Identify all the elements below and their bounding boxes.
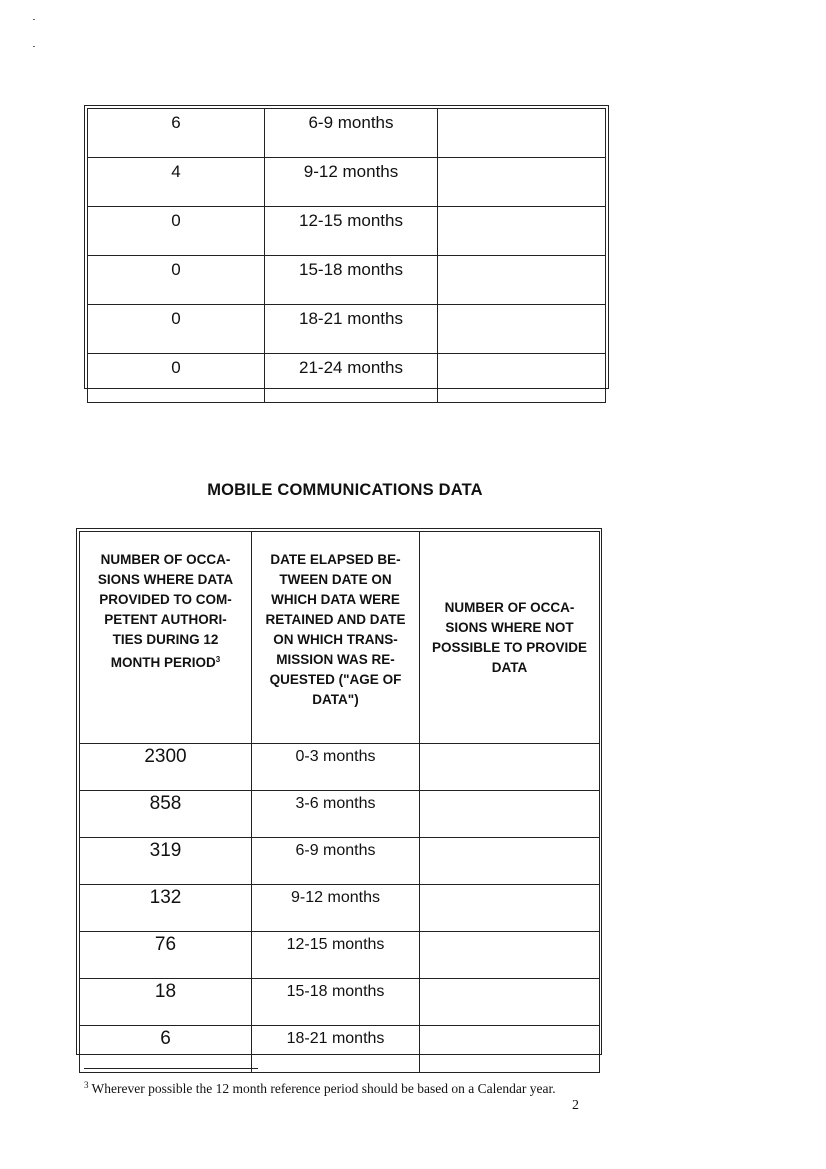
- table-row: [80, 979, 600, 1026]
- cell-age: 3-6 months: [252, 791, 420, 838]
- header-age-of-data-text: [266, 552, 406, 707]
- mobile-table-grid: [79, 531, 600, 1073]
- cell-age: 15-18 months: [265, 256, 438, 305]
- table-row: [88, 354, 606, 403]
- header-number-provided-text: [98, 552, 233, 670]
- table-continued-body: [88, 109, 606, 403]
- cell-not-possible: [438, 109, 606, 158]
- header-line: DATA: [491, 659, 528, 675]
- cell-not-possible: [420, 932, 600, 979]
- cell-not-possible: [420, 1026, 600, 1073]
- cell-number: 4: [88, 158, 265, 207]
- table-row: [88, 305, 606, 354]
- header-line: SIONS WHERE DATA: [97, 572, 234, 587]
- cell-not-possible: [420, 791, 600, 838]
- cell-not-possible: [420, 885, 600, 932]
- footnote: [84, 1080, 556, 1097]
- table-continued-grid: [87, 108, 606, 403]
- header-line: RETAINED AND DATE: [265, 612, 406, 627]
- cell-number: 132: [80, 885, 252, 932]
- table-row: [80, 744, 600, 791]
- cell-age: 12-15 months: [252, 932, 420, 979]
- cell-number: 18: [80, 979, 252, 1026]
- cell-number: 2300: [80, 744, 252, 791]
- cell-number: 0: [88, 354, 265, 403]
- footnote-text: Wherever possible the 12 month reference period should be based on a Calendar year.: [91, 1081, 556, 1096]
- mobile-table-body: [80, 744, 600, 1073]
- cell-age: 18-21 months: [252, 1026, 420, 1073]
- table-row: [88, 158, 606, 207]
- header-line: ON WHICH TRANS-: [273, 632, 398, 647]
- header-line: PETENT AUTHORI-: [104, 612, 227, 627]
- header-line: DATA"): [312, 692, 359, 707]
- section-heading: [0, 481, 690, 500]
- cell-number: 319: [80, 838, 252, 885]
- cell-not-possible: [438, 207, 606, 256]
- cell-age: 12-15 months: [265, 207, 438, 256]
- header-line: MISSION WAS RE-: [276, 652, 395, 667]
- cell-number: 0: [88, 256, 265, 305]
- header-line: DATE ELAPSED BE-: [270, 552, 401, 567]
- table-row: [80, 932, 600, 979]
- cell-age: 9-12 months: [265, 158, 438, 207]
- footnote-divider: [84, 1068, 258, 1069]
- header-line: SIONS WHERE NOT: [445, 619, 574, 635]
- table-row: [88, 256, 606, 305]
- cell-age: 6-9 months: [252, 838, 420, 885]
- header-line: NUMBER OF OCCA-: [444, 599, 575, 615]
- header-number-provided: [80, 532, 252, 744]
- cell-age: 18-21 months: [265, 305, 438, 354]
- cell-not-possible: [438, 256, 606, 305]
- cell-not-possible: [438, 354, 606, 403]
- cell-not-possible: [438, 305, 606, 354]
- footnote-ref-marker: 3: [215, 655, 221, 664]
- header-line: MONTH PERIOD: [110, 655, 216, 670]
- fixed-line-data-table-continued: [84, 105, 609, 389]
- cell-age: 6-9 months: [265, 109, 438, 158]
- table-row: [80, 791, 600, 838]
- table-row: [80, 1026, 600, 1073]
- cell-not-possible: [420, 838, 600, 885]
- header-age-of-data: [252, 532, 420, 744]
- cell-number: 76: [80, 932, 252, 979]
- cell-number: 0: [88, 305, 265, 354]
- header-not-possible: [420, 532, 600, 744]
- footnote-marker: 3: [84, 1080, 89, 1090]
- header-line: PROVIDED TO COM-: [99, 592, 232, 607]
- cell-not-possible: [420, 979, 600, 1026]
- page-number: 2: [572, 1098, 579, 1113]
- scan-speck: [33, 19, 35, 20]
- header-line: POSSIBLE TO PROVIDE: [431, 639, 588, 655]
- header-not-possible-text: [432, 600, 587, 675]
- scan-speck: [33, 46, 35, 47]
- header-line: WHICH DATA WERE: [271, 592, 400, 607]
- cell-age: 21-24 months: [265, 354, 438, 403]
- mobile-communications-table: [76, 528, 602, 1055]
- table-row: [88, 207, 606, 256]
- cell-number: 6: [88, 109, 265, 158]
- table-row: [80, 838, 600, 885]
- cell-age: 0-3 months: [252, 744, 420, 791]
- mobile-communications-title: MOBILE COMMUNICATIONS DATA: [207, 481, 483, 499]
- cell-age: 15-18 months: [252, 979, 420, 1026]
- header-line: NUMBER OF OCCA-: [100, 552, 231, 567]
- cell-number: 6: [80, 1026, 252, 1073]
- mobile-table-header-row: [80, 532, 600, 744]
- table-row: [88, 109, 606, 158]
- cell-age: 9-12 months: [252, 885, 420, 932]
- header-line: QUESTED ("AGE OF: [269, 672, 402, 687]
- header-line: TIES DURING 12: [112, 632, 219, 647]
- header-line: TWEEN DATE ON: [279, 572, 392, 587]
- table-row: [80, 885, 600, 932]
- cell-not-possible: [420, 744, 600, 791]
- cell-number: 0: [88, 207, 265, 256]
- cell-number: 858: [80, 791, 252, 838]
- cell-not-possible: [438, 158, 606, 207]
